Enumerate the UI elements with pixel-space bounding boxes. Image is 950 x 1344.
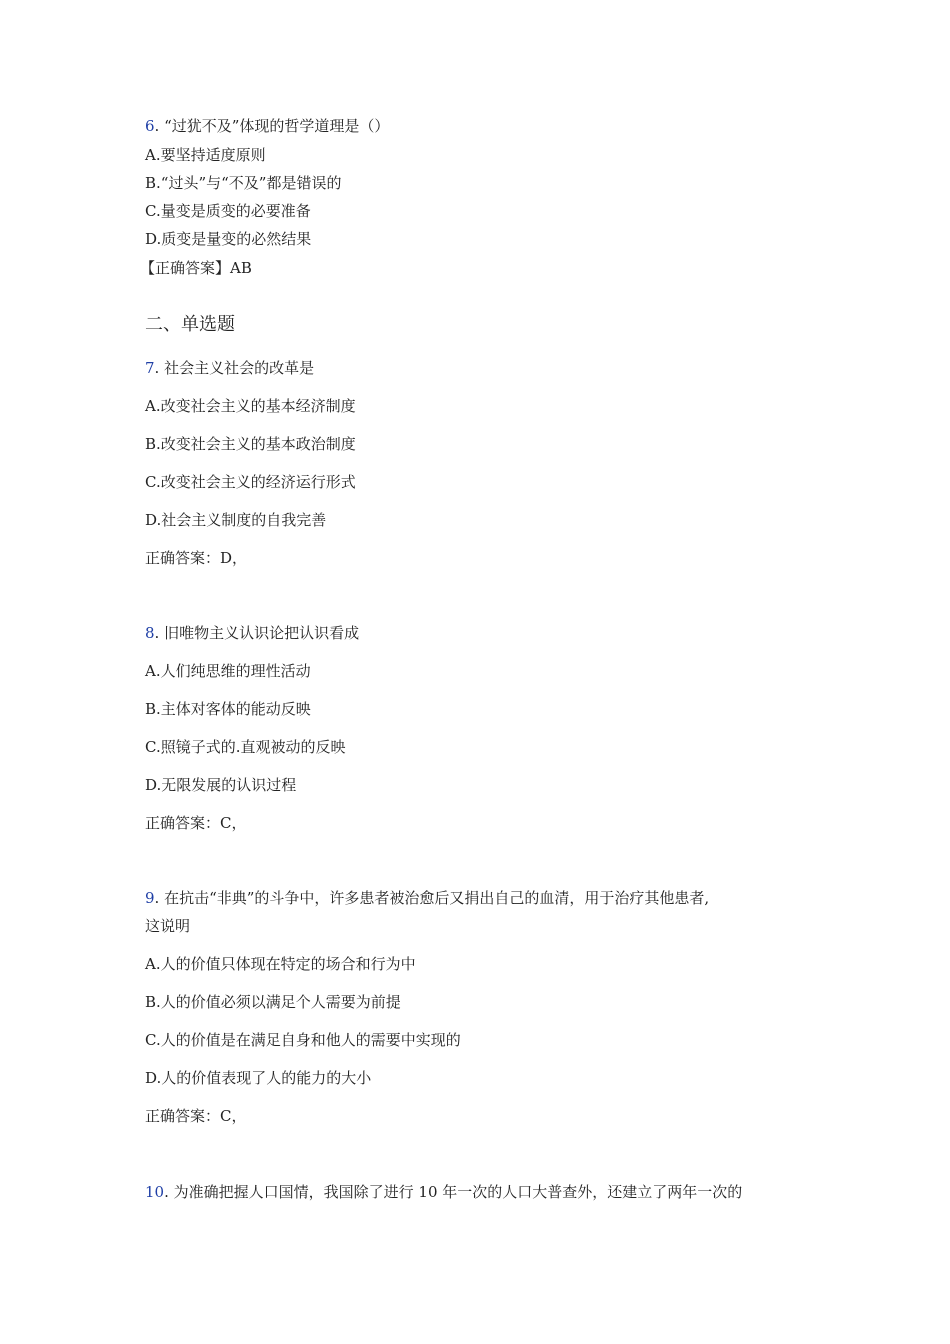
section-title: 二、单选题 bbox=[145, 314, 235, 335]
option-d: D.质变是量变的必然结果 bbox=[145, 230, 312, 248]
question-number: 9 bbox=[145, 889, 155, 907]
question-9-stem bbox=[145, 888, 709, 908]
option-d: D.无限发展的认识过程 bbox=[145, 776, 297, 794]
question-6-stem bbox=[145, 116, 389, 136]
question-number: 7 bbox=[145, 359, 155, 377]
question-7-stem bbox=[145, 358, 314, 378]
question-text: . 社会主义社会的改革是 bbox=[154, 359, 315, 377]
option-b: B.改变社会主义的基本政治制度 bbox=[145, 435, 356, 453]
option-a: A.改变社会主义的基本经济制度 bbox=[145, 397, 356, 415]
option-c: C.量变是质变的必要准备 bbox=[145, 202, 311, 220]
option-b: B.“过头”与“不及”都是错误的 bbox=[145, 174, 342, 192]
option-c: C.人的价值是在满足自身和他人的需要中实现的 bbox=[145, 1031, 461, 1049]
option-c: C.照镜子式的.直观被动的反映 bbox=[145, 738, 346, 756]
option-a: A.要坚持适度原则 bbox=[145, 146, 266, 164]
option-b: B.主体对客体的能动反映 bbox=[145, 700, 311, 718]
question-8-stem bbox=[145, 623, 359, 643]
answer: 正确答案：D， bbox=[145, 549, 248, 567]
answer: 正确答案：C， bbox=[145, 814, 247, 832]
question-number: 10 bbox=[145, 1183, 165, 1201]
option-a: A.人的价值只体现在特定的场合和行为中 bbox=[145, 955, 416, 973]
question-text: . 旧唯物主义认识论把认识看成 bbox=[154, 624, 360, 642]
answer: 【正确答案】AB bbox=[140, 259, 252, 277]
question-text: . “过犹不及”体现的哲学道理是（） bbox=[154, 117, 390, 135]
option-b: B.人的价值必须以满足个人需要为前提 bbox=[145, 993, 401, 1011]
question-10-stem bbox=[145, 1182, 742, 1202]
question-text-continued: 这说明 bbox=[145, 917, 191, 935]
question-text: . 在抗击“非典”的斗争中，许多患者被治愈后又捐出自己的血清，用于治疗其他患者, bbox=[154, 889, 710, 907]
option-a: A.人们纯思维的理性活动 bbox=[145, 662, 311, 680]
question-number: 6 bbox=[145, 117, 155, 135]
option-d: D.社会主义制度的自我完善 bbox=[145, 511, 327, 529]
question-number: 8 bbox=[145, 624, 155, 642]
question-text: . 为准确把握人口国情，我国除了进行 10 年一次的人口大普查外，还建立了两年一次的 bbox=[164, 1183, 743, 1201]
option-c: C.改变社会主义的经济运行形式 bbox=[145, 473, 356, 491]
answer: 正确答案：C， bbox=[145, 1107, 247, 1125]
option-d: D.人的价值表现了人的能力的大小 bbox=[145, 1069, 372, 1087]
